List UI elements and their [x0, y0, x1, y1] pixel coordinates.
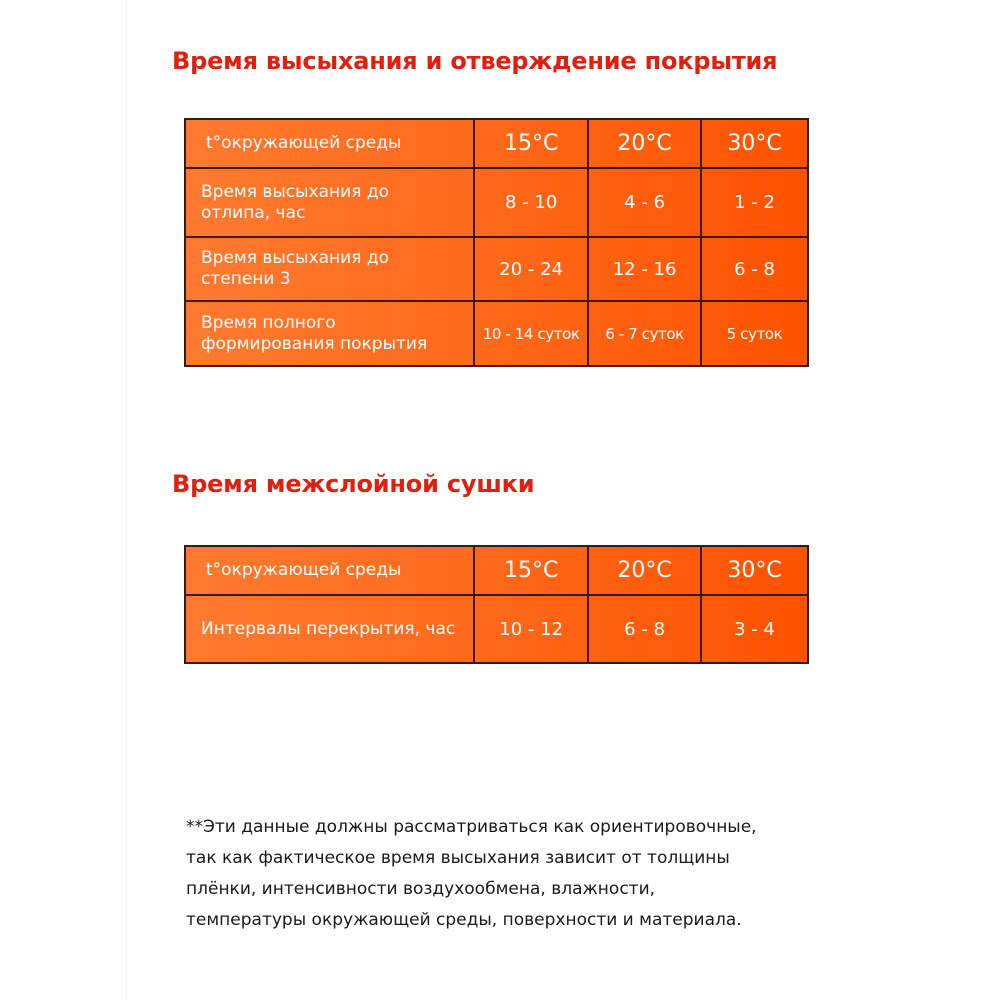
footnote-line: **Эти данные должны рассматриваться как ориентировочные,: [186, 817, 757, 837]
page-edge-line: [126, 0, 127, 1000]
row-label: Время полного формирования покрытия: [185, 301, 474, 366]
cell-15: 10 - 14 суток: [474, 301, 588, 366]
row-label: Время высыхания до степени 3: [185, 237, 474, 302]
row-label: Время высыхания до отлипа, час: [185, 168, 474, 237]
temp-15-header: 15°C: [474, 119, 588, 168]
cell-20: 6 - 7 суток: [588, 301, 701, 366]
cell-20: 4 - 6: [588, 168, 701, 237]
footnote-line: температуры окружающей среды, поверхности и материала.: [186, 910, 742, 930]
drying-time-table: [184, 118, 809, 367]
cell-20: 6 - 8: [588, 595, 701, 663]
table-header-row: [185, 119, 808, 168]
cell-15: 8 - 10: [474, 168, 588, 237]
table-row: [185, 301, 808, 366]
temp-30-header: 30°C: [701, 546, 808, 595]
table-row: [185, 168, 808, 237]
table-row: [185, 237, 808, 302]
cell-30: 3 - 4: [701, 595, 808, 663]
table-header-row: [185, 546, 808, 595]
cell-20: 12 - 16: [588, 237, 701, 302]
temp-20-header: 20°C: [588, 119, 701, 168]
cell-15: 20 - 24: [474, 237, 588, 302]
ambient-temperature-label: t°окружающей среды: [185, 546, 474, 595]
temp-20-header: 20°C: [588, 546, 701, 595]
footnote-line: плёнки, интенсивности воздухообмена, влажности,: [186, 879, 656, 899]
cell-30: 6 - 8: [701, 237, 808, 302]
cell-30: 5 суток: [701, 301, 808, 366]
temp-30-header: 30°C: [701, 119, 808, 168]
cell-15: 10 - 12: [474, 595, 588, 663]
interlayer-drying-heading: Время межслойной сушки: [172, 470, 535, 498]
footnote: [186, 812, 826, 936]
temp-15-header: 15°C: [474, 546, 588, 595]
cell-30: 1 - 2: [701, 168, 808, 237]
drying-time-heading: Время высыхания и отверждение покрытия: [172, 47, 778, 75]
ambient-temperature-label: t°окружающей среды: [185, 119, 474, 168]
table-row: [185, 595, 808, 663]
interlayer-drying-table: [184, 545, 809, 664]
footnote-line: так как фактическое время высыхания зависит от толщины: [186, 848, 730, 868]
row-label: Интервалы перекрытия, час: [185, 595, 474, 663]
